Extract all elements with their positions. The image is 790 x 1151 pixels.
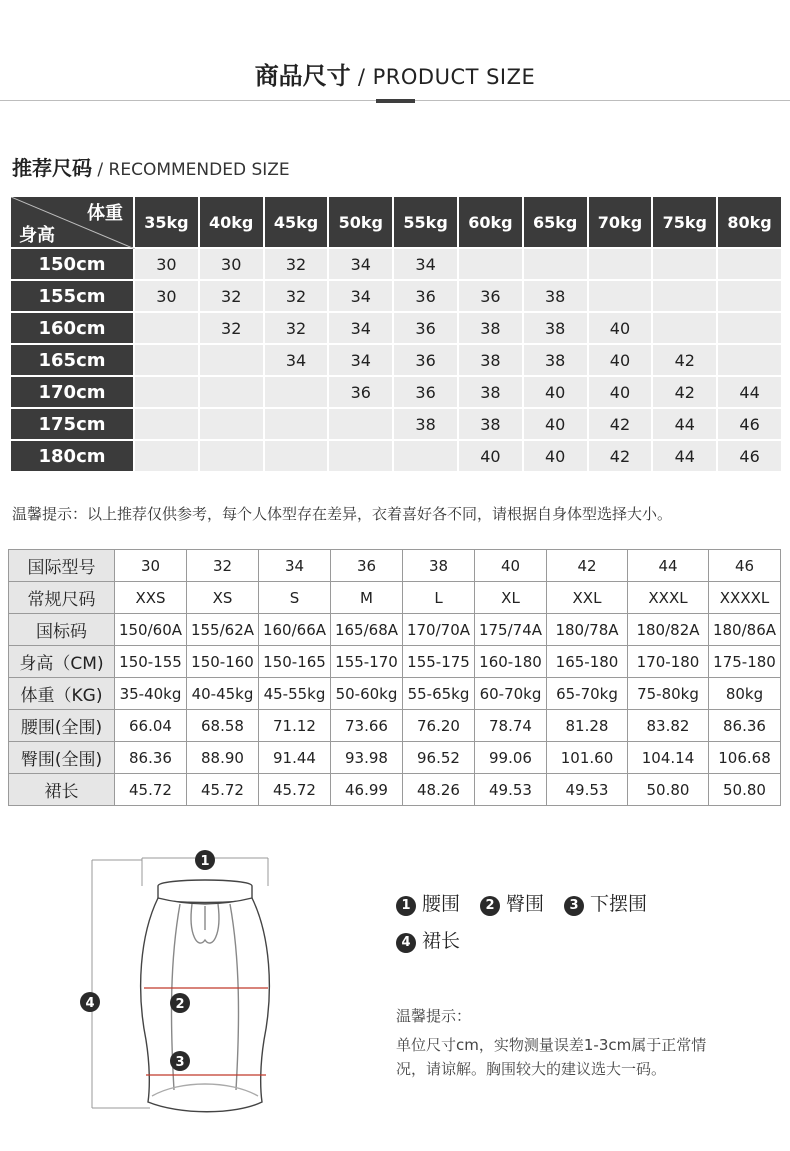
value-cell: 81.28 <box>547 710 628 742</box>
svg-text:2: 2 <box>175 997 185 1012</box>
size-cell: 34 <box>393 248 458 280</box>
size-cell: 36 <box>393 376 458 408</box>
value-cell: 96.52 <box>403 742 475 774</box>
value-cell: 45.72 <box>259 774 331 806</box>
row-label: 裙长 <box>9 774 115 806</box>
size-cell: 46 <box>717 408 782 440</box>
size-cell: 38 <box>458 376 523 408</box>
value-cell: 36 <box>331 550 403 582</box>
size-cell <box>264 440 329 472</box>
value-cell: XS <box>187 582 259 614</box>
value-cell: 48.26 <box>403 774 475 806</box>
table-row <box>9 646 781 678</box>
table-row <box>10 344 782 376</box>
value-cell: 45.72 <box>115 774 187 806</box>
height-label: 180cm <box>10 440 134 472</box>
height-label: 155cm <box>10 280 134 312</box>
weight-header: 65kg <box>523 196 588 248</box>
size-cell <box>523 248 588 280</box>
size-cell: 40 <box>588 312 653 344</box>
value-cell: XXXXL <box>709 582 781 614</box>
table-row <box>10 248 782 280</box>
value-cell: 32 <box>187 550 259 582</box>
marker-2 <box>170 993 190 1013</box>
weight-header: 80kg <box>717 196 782 248</box>
value-cell: 68.58 <box>187 710 259 742</box>
size-cell <box>199 440 264 472</box>
size-cell <box>199 408 264 440</box>
row-label: 常规尺码 <box>9 582 115 614</box>
value-cell: 50.80 <box>628 774 709 806</box>
value-cell: 40-45kg <box>187 678 259 710</box>
size-cell <box>199 376 264 408</box>
value-cell: 170-180 <box>628 646 709 678</box>
size-cell: 40 <box>523 376 588 408</box>
table-corner <box>10 196 134 248</box>
table-row <box>9 614 781 646</box>
size-cell <box>264 376 329 408</box>
size-cell: 40 <box>523 408 588 440</box>
value-cell: 88.90 <box>187 742 259 774</box>
size-cell <box>717 248 782 280</box>
header-accent-bar <box>376 99 415 103</box>
size-cell <box>588 248 653 280</box>
value-cell: 150/60A <box>115 614 187 646</box>
size-cell: 40 <box>523 440 588 472</box>
row-label: 国标码 <box>9 614 115 646</box>
size-cell: 44 <box>652 440 717 472</box>
value-cell: L <box>403 582 475 614</box>
value-cell: 180/78A <box>547 614 628 646</box>
value-cell: 160/66A <box>259 614 331 646</box>
size-cell: 46 <box>717 440 782 472</box>
size-cell: 34 <box>264 344 329 376</box>
value-cell: 150-165 <box>259 646 331 678</box>
svg-text:3: 3 <box>175 1055 185 1070</box>
size-cell: 44 <box>652 408 717 440</box>
value-cell: 180/82A <box>628 614 709 646</box>
size-cell: 38 <box>458 312 523 344</box>
size-cell: 42 <box>652 376 717 408</box>
value-cell: 86.36 <box>709 710 781 742</box>
size-cell <box>717 280 782 312</box>
value-cell: 150-160 <box>187 646 259 678</box>
skirt-drawing <box>141 880 270 1112</box>
value-cell: 83.82 <box>628 710 709 742</box>
legend-waist: 1 腰围 <box>396 889 460 916</box>
value-cell: 49.53 <box>475 774 547 806</box>
recommended-title-en: / RECOMMENDED SIZE <box>92 160 290 180</box>
size-cell: 36 <box>393 312 458 344</box>
page-title-en: / PRODUCT SIZE <box>350 65 536 89</box>
size-cell: 36 <box>393 280 458 312</box>
value-cell: 150-155 <box>115 646 187 678</box>
size-spec-table <box>8 549 781 806</box>
recommended-title <box>12 152 290 181</box>
marker-3 <box>170 1051 190 1071</box>
height-label: 175cm <box>10 408 134 440</box>
value-cell: 175/74A <box>475 614 547 646</box>
value-cell: S <box>259 582 331 614</box>
value-cell: 42 <box>547 550 628 582</box>
size-cell <box>134 344 199 376</box>
size-cell <box>264 408 329 440</box>
value-cell: 93.98 <box>331 742 403 774</box>
value-cell: 76.20 <box>403 710 475 742</box>
value-cell: 180/86A <box>709 614 781 646</box>
value-cell: 106.68 <box>709 742 781 774</box>
value-cell: 30 <box>115 550 187 582</box>
size-cell: 38 <box>458 344 523 376</box>
svg-text:4: 4 <box>85 996 95 1011</box>
row-label: 臀围(全围) <box>9 742 115 774</box>
value-cell: 50-60kg <box>331 678 403 710</box>
size-cell: 32 <box>199 280 264 312</box>
size-cell: 40 <box>588 344 653 376</box>
size-cell: 36 <box>393 344 458 376</box>
weight-header: 55kg <box>393 196 458 248</box>
corner-weight-label: 体重 <box>87 203 123 224</box>
value-cell: 104.14 <box>628 742 709 774</box>
value-cell: 49.53 <box>547 774 628 806</box>
table-row <box>9 678 781 710</box>
value-cell: 175-180 <box>709 646 781 678</box>
value-cell: XXS <box>115 582 187 614</box>
recommended-title-cn: 推荐尺码 <box>12 156 92 180</box>
marker-1 <box>195 850 215 870</box>
legend-row-1 <box>396 889 667 916</box>
table-row <box>10 312 782 344</box>
size-cell: 40 <box>458 440 523 472</box>
recommended-size-table <box>9 195 783 473</box>
size-cell: 34 <box>328 248 393 280</box>
value-cell: 165/68A <box>331 614 403 646</box>
size-cell <box>328 408 393 440</box>
table-row <box>9 710 781 742</box>
value-cell: 46 <box>709 550 781 582</box>
note-title: 温馨提示： <box>396 1007 472 1025</box>
value-cell: 71.12 <box>259 710 331 742</box>
size-cell: 38 <box>393 408 458 440</box>
value-cell: XXXL <box>628 582 709 614</box>
value-cell: 86.36 <box>115 742 187 774</box>
skirt-diagram <box>70 840 300 1130</box>
size-cell: 38 <box>458 408 523 440</box>
svg-text:1: 1 <box>200 854 210 869</box>
size-cell: 42 <box>588 408 653 440</box>
table-row <box>9 774 781 806</box>
table-row <box>9 550 781 582</box>
size-cell <box>652 312 717 344</box>
corner-height-label: 身高 <box>19 225 55 246</box>
legend-hem: 3 下摆围 <box>564 889 647 916</box>
table-row <box>10 376 782 408</box>
note-body: 单位尺寸cm，实物测量误差1-3cm属于正常情况，请谅解。胸围较大的建议选大一码。 <box>396 1036 707 1078</box>
value-cell: 60-70kg <box>475 678 547 710</box>
weight-header: 40kg <box>199 196 264 248</box>
value-cell: 45-55kg <box>259 678 331 710</box>
size-cell: 36 <box>458 280 523 312</box>
size-cell <box>134 312 199 344</box>
size-cell: 32 <box>264 248 329 280</box>
row-label: 身高（CM) <box>9 646 115 678</box>
row-label: 国际型号 <box>9 550 115 582</box>
value-cell: M <box>331 582 403 614</box>
table-row <box>9 582 781 614</box>
value-cell: 44 <box>628 550 709 582</box>
size-cell: 38 <box>523 280 588 312</box>
weight-header: 50kg <box>328 196 393 248</box>
value-cell: 101.60 <box>547 742 628 774</box>
size-cell <box>652 248 717 280</box>
value-cell: 73.66 <box>331 710 403 742</box>
value-cell: 50.80 <box>709 774 781 806</box>
size-cell: 38 <box>523 344 588 376</box>
size-cell <box>588 280 653 312</box>
legend-row-2 <box>396 926 480 953</box>
size-cell: 32 <box>264 280 329 312</box>
size-cell: 42 <box>588 440 653 472</box>
value-cell: 155-170 <box>331 646 403 678</box>
row-label: 体重（KG) <box>9 678 115 710</box>
value-cell: 80kg <box>709 678 781 710</box>
table-row <box>10 440 782 472</box>
recommend-tip: 温馨提示：以上推荐仅供参考，每个人体型存在差异，衣着喜好各不同，请根据自身体型选择大小。 <box>12 505 673 523</box>
size-cell: 30 <box>134 248 199 280</box>
height-label: 160cm <box>10 312 134 344</box>
size-cell <box>717 344 782 376</box>
size-cell: 32 <box>264 312 329 344</box>
size-cell: 40 <box>588 376 653 408</box>
value-cell: 34 <box>259 550 331 582</box>
size-cell: 38 <box>523 312 588 344</box>
weight-header: 70kg <box>588 196 653 248</box>
height-label: 165cm <box>10 344 134 376</box>
table-row <box>9 742 781 774</box>
page-header <box>0 0 790 110</box>
weight-header: 75kg <box>652 196 717 248</box>
value-cell: XXL <box>547 582 628 614</box>
size-cell <box>134 408 199 440</box>
value-cell: 160-180 <box>475 646 547 678</box>
size-cell <box>458 248 523 280</box>
value-cell: 165-180 <box>547 646 628 678</box>
size-cell <box>717 312 782 344</box>
size-cell: 44 <box>717 376 782 408</box>
weight-header: 60kg <box>458 196 523 248</box>
value-cell: XL <box>475 582 547 614</box>
table-row <box>10 280 782 312</box>
weight-header: 35kg <box>134 196 199 248</box>
value-cell: 45.72 <box>187 774 259 806</box>
size-cell: 34 <box>328 280 393 312</box>
size-cell <box>328 440 393 472</box>
height-label: 170cm <box>10 376 134 408</box>
table-row <box>10 408 782 440</box>
value-cell: 170/70A <box>403 614 475 646</box>
size-cell <box>134 376 199 408</box>
size-cell <box>652 280 717 312</box>
value-cell: 155-175 <box>403 646 475 678</box>
legend-hip: 2 臀围 <box>480 889 544 916</box>
value-cell: 55-65kg <box>403 678 475 710</box>
size-cell <box>393 440 458 472</box>
page-title-cn: 商品尺寸 <box>254 62 351 90</box>
value-cell: 66.04 <box>115 710 187 742</box>
size-cell: 30 <box>199 248 264 280</box>
value-cell: 99.06 <box>475 742 547 774</box>
value-cell: 38 <box>403 550 475 582</box>
value-cell: 40 <box>475 550 547 582</box>
value-cell: 78.74 <box>475 710 547 742</box>
value-cell: 65-70kg <box>547 678 628 710</box>
size-cell: 34 <box>328 344 393 376</box>
page-title <box>0 56 790 91</box>
value-cell: 91.44 <box>259 742 331 774</box>
legend-length: 4 裙长 <box>396 926 460 953</box>
value-cell: 35-40kg <box>115 678 187 710</box>
height-label: 150cm <box>10 248 134 280</box>
size-cell: 32 <box>199 312 264 344</box>
size-cell: 30 <box>134 280 199 312</box>
value-cell: 46.99 <box>331 774 403 806</box>
size-cell: 34 <box>328 312 393 344</box>
value-cell: 75-80kg <box>628 678 709 710</box>
size-cell: 36 <box>328 376 393 408</box>
size-cell <box>199 344 264 376</box>
size-cell <box>134 440 199 472</box>
marker-4 <box>80 992 100 1012</box>
size-cell: 42 <box>652 344 717 376</box>
value-cell: 155/62A <box>187 614 259 646</box>
row-label: 腰围(全围) <box>9 710 115 742</box>
weight-header: 45kg <box>264 196 329 248</box>
